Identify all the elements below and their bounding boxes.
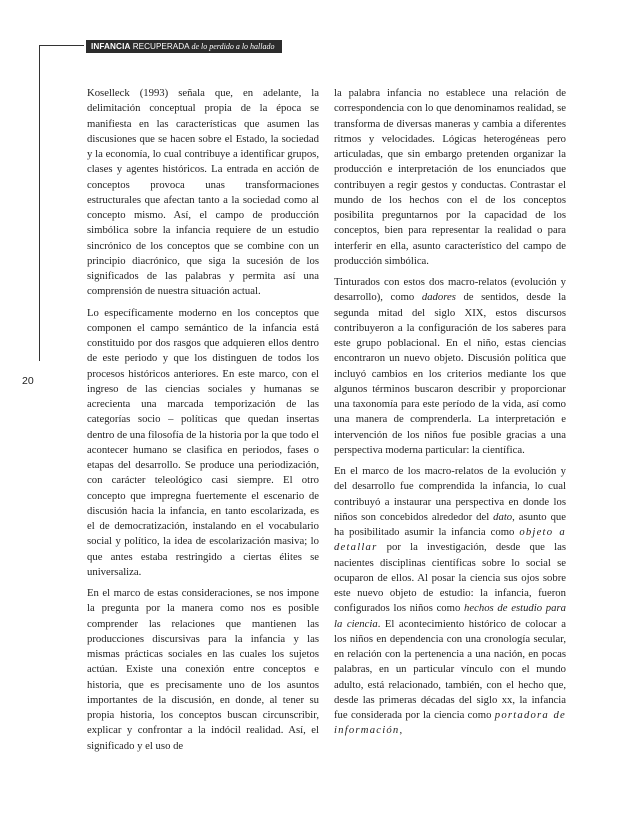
paragraph: Koselleck (1993) señala que, en adelante, la delimitación conceptual propia de la época se manifiesta en las características que asumen las discusiones que se hacen sobre el Estado, la sociedad y la economía, lo cual contribuye a identificar grupos, clases y agentes históricos. La entrada en acción de conceptos provoca unas transformaciones estructurales que afectan tanto a la sociedad como al concepto mismo. Así, el campo de producción simbólica sobre la infancia requiere de un estudio sincrónico de los conceptos que se combine con un principio diacrónico, que siga la sucesión de los significados de las palabras y permita así una comprensión de nuestra situación actual. — [87, 87, 319, 298]
paragraph: Lo específicamente moderno en los conceptos que componen el campo semántico de la infancia está constituido por dos rasgos que adquieren ellos dentro de este periodo y que los distinguen de todos los procesos históricos anteriores. En este marco, con el ingreso de las ciencias sociales y humanas se acrecienta una marcada temporización de las categorías socio – políticas que quedan insertas dentro de una filosofía de la historia por la que todo el acontecer humano se clasifica en periodos, fases o etapas del desarrollo. Se produce una periodización, con carácter teleológico casi siempre. El otro concepto que impregna fuertemente el escenario de discusión hacia la infancia, en tanto escolarizada, es el de democratización, instalando en el vocabulario social y político, la idea de escolarización masiva; lo que antes estaba restringido a ciertas élites se universaliza. — [87, 306, 319, 578]
italic-term: dadores — [421, 291, 456, 304]
italic-term: objeto a detallar — [334, 526, 566, 554]
text-run: por la investigación, desde que las nacientes disciplinas científicas sobre lo social se ocuparon de ellos. Al posar la ciencia sus ojos sobre este nuevo objeto de estudio: la infancia, fueron configurados los niños como — [334, 541, 566, 615]
paragraph: la palabra infancia no establece una relación de correspondencia con lo que denominamos realidad, se transforma de diversas maneras y cambia a diferentes ritmos y velocidades. Lógicas heterogéneas pero articuladas, que sin embargo pretenden organizar la producción e interpretación de los enunciados que contribuyen a regir gestos y conductas. Contrastar el mundo de los hechos con el de los conceptos posibilita preguntarnos por la capacidad de los conceptos, bien para representar la realidad o para interferir en ella, asunto característico del campo de producción simbólica. — [334, 87, 566, 267]
text-run: . El acontecimiento histórico de colocar a los niños en dependencia con una cronología secular, en relación con la pertenencia a una nación, en pocas palabras, en un particular vínculo con el mundo adulto, está relacionado, también, con el hecho que, desde las primeras décadas del siglo xx, la infancia fue considerada por la ciencia como — [334, 617, 566, 721]
header-title-bold: INFANCIA — [91, 42, 131, 51]
text-run: , — [399, 724, 403, 737]
right-column — [334, 86, 566, 745]
page-number: 20 — [22, 375, 34, 387]
text-run: Tinturados con estos dos macro-relatos (evolución y desarrollo), como — [334, 276, 566, 304]
text-run: de sentidos, desde la segunda mitad del siglo XIX, estos discursos contribuyeron a la configuración de los saberes para este grupo poblacional. En el niño, estas ciencias encontraron un nuevo objeto. Discusión política que incluyó cambios en los criterios mediante los que algunos términos buscaron describir y proporcionar una taxonomía para este período de la vida, así como una manera de comprenderla. La interpretación e intervención de los niños fue posible gracias a una perspectiva moderna particular: la científica. — [334, 291, 566, 456]
running-header — [86, 40, 282, 53]
italic-term: dato — [493, 510, 513, 523]
paragraph: En el marco de estas consideraciones, se nos impone la pregunta por la manera como nos es posible comprender las relaciones que mantienen las producciones discursivas para la infancia y las mismas prácticas sociales en las cuales los sujetos actúan. Existe una conexión entre conceptos e historia, que es precisamente uno de los asuntos importantes de la discusión, en donde, al tener su propia historia, los conceptos buscan circunscribir, explicar y confrontar a la indócil realidad. Así, el significado y el uso de — [87, 587, 319, 752]
text-run: En el marco de los macro-relatos de la evolución y del desarrollo fue comprendida la infancia, lo cual contribuyó a instaurar una perspectiva en donde los niños son concebidos alrededor del — [334, 465, 566, 523]
text-run: , asunto que ha posibilitado asumir la infancia como — [334, 510, 566, 538]
left-column — [87, 86, 319, 760]
italic-term: hechos de estudio para la ciencia — [334, 602, 566, 630]
header-title-light: RECUPERADA — [132, 42, 190, 51]
paragraph — [334, 464, 566, 739]
italic-term: portadora de información — [334, 709, 566, 737]
header-rule-horizontal — [39, 45, 84, 46]
paragraph — [334, 275, 566, 458]
margin-rule-vertical — [39, 45, 40, 361]
header-subtitle: de lo perdido a lo hallado — [191, 42, 275, 51]
